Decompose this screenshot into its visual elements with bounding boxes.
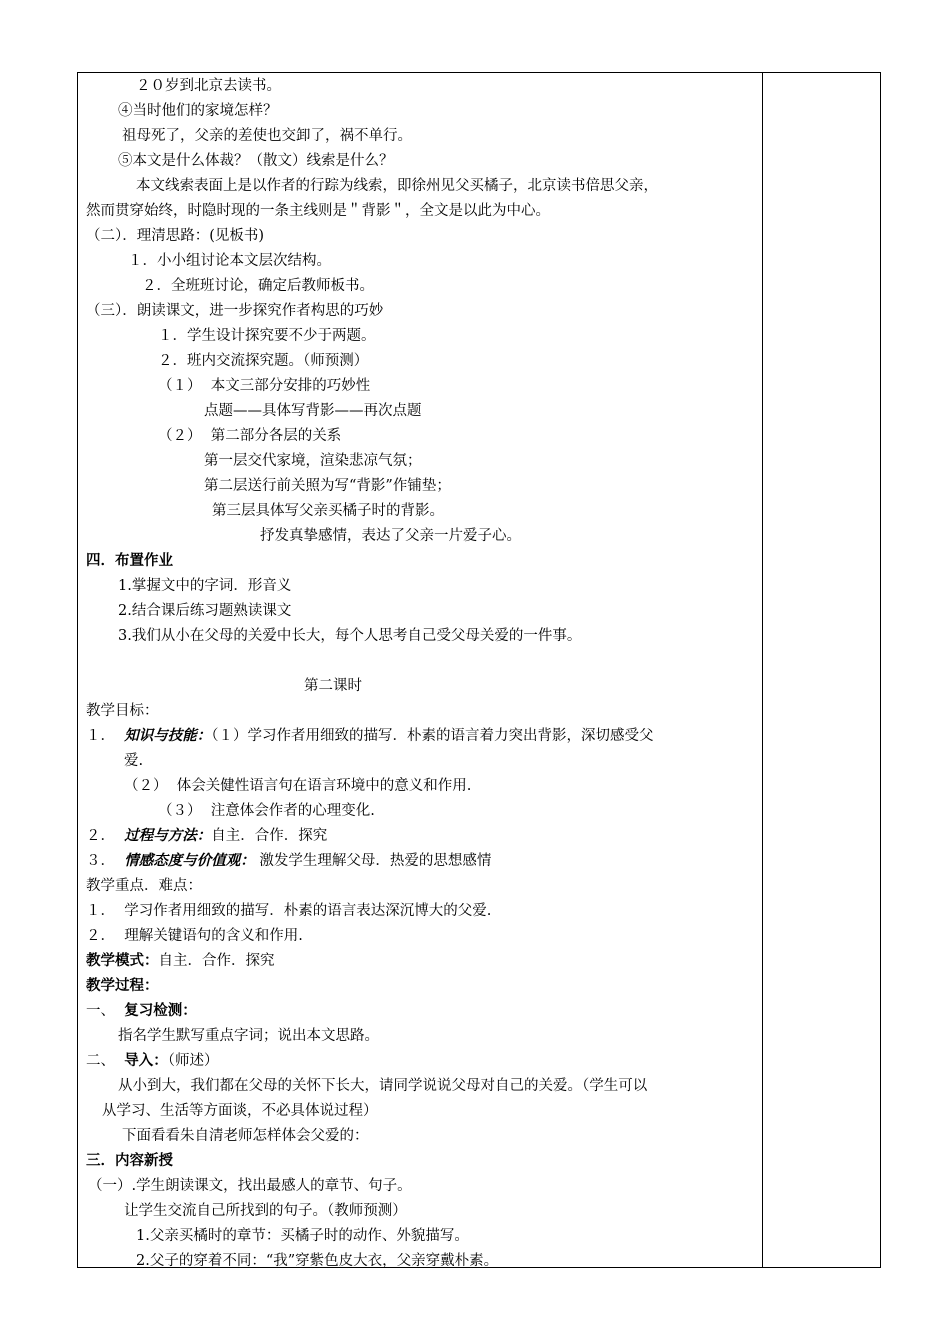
text-line: 祖母死了，父亲的差使也交卸了，祸不单行。: [122, 128, 412, 144]
text-line: （二）．理清思路：(见板书): [86, 228, 265, 244]
goal-number: ３．: [86, 853, 115, 869]
text-line: 第二层送行前关照为写“背影”作铺垫；: [204, 478, 451, 494]
text-line: （三）．朗读课文，进一步探究作者构思的巧妙: [86, 303, 384, 319]
goal-line: [86, 727, 653, 745]
goal-label: 知识与技能：: [124, 727, 212, 744]
text-line: 爱.: [124, 753, 144, 769]
text-line: ２． 理解关键语句的含义和作用.: [86, 928, 303, 944]
text-line: ２０岁到北京去读书。: [136, 78, 281, 94]
step-label: 复习检测：: [124, 1003, 197, 1019]
goal-number: １．: [86, 728, 115, 744]
text-line: １．小小组讨论本文层次结构。: [128, 253, 331, 269]
goal-line: [86, 852, 491, 870]
section-heading: 四．布置作业: [86, 553, 173, 569]
text-line: 教学目标：: [86, 703, 159, 719]
goal-text: 激发学生理解父母．热爱的思想感情: [259, 853, 492, 869]
text-line: 1.掌握文中的字词．形音义: [118, 578, 292, 594]
text-line: 指名学生默写重点字词；说出本文思路。: [118, 1028, 379, 1044]
goal-line: [86, 827, 327, 845]
text-line: 下面看看朱自清老师怎样体会父爱的：: [122, 1128, 369, 1144]
text-line: （２） 体会关健性语言句在语言环境中的意义和作用.: [124, 778, 472, 794]
mode-label: 教学模式：: [86, 953, 159, 969]
text-line: 从学习、生活等方面谈，不必具体说过程）: [102, 1103, 378, 1119]
text-line: 抒发真挚感情，表达了父亲一片爱子心。: [260, 528, 521, 544]
text-line: 教学重点．难点：: [86, 878, 202, 894]
goal-text: （１）学习作者用细致的描写．朴素的语言着力突出背影，深切感受父: [211, 728, 654, 744]
text-line: 1.父亲买橘时的章节：买橘子时的动作、外貌描写。: [136, 1228, 469, 1244]
text-line: １． 学习作者用细致的描写．朴素的语言表达深沉博大的父爱.: [86, 903, 492, 919]
text-line: 2.父子的穿着不同：“我”穿紫色皮大衣，父亲穿戴朴素。: [136, 1253, 499, 1269]
goal-label: 过程与方法：: [124, 827, 212, 844]
text-line: 然而贯穿始终，时隐时现的一条主线则是＂背影＂，全文是以此为中心。: [86, 203, 550, 219]
step-heading: [86, 1002, 197, 1020]
step-label: 导入：: [124, 1053, 168, 1069]
table-column-divider: [762, 72, 763, 1268]
text-line: ⑤本文是什么体裁？（散文）线索是什么？: [118, 153, 394, 169]
text-line: 点题——具体写背影——再次点题: [204, 403, 422, 419]
text-line: １．学生设计探究要不少于两题。: [158, 328, 376, 344]
section-title: 第二课时: [304, 678, 362, 694]
text-line: 从小到大，我们都在父母的关怀下长大，请同学说说父母对自己的关爱。（学生可以: [118, 1078, 648, 1094]
section-heading: 三．内容新授: [86, 1153, 173, 1169]
goal-label: 情感态度与价值观：: [124, 852, 255, 869]
step-note: （师述）: [167, 1053, 219, 1069]
text-line: 第一层交代家境，渲染悲凉气氛；: [204, 453, 422, 469]
text-line: ④当时他们的家境怎样？: [118, 103, 278, 119]
text-line: （２） 第二部分各层的关系: [158, 428, 342, 444]
text-line: 3.我们从小在父母的关爱中长大，每个人思考自己受父母关爱的一件事。: [118, 628, 582, 644]
step-number: 二、: [86, 1053, 115, 1069]
text-line: ２．班内交流探究题。（师预测）: [158, 353, 369, 369]
text-line: 第三层具体写父亲买橘子时的背影。: [212, 503, 444, 519]
mode-line: [86, 952, 275, 970]
text-line: （一）.学生朗读课文，找出最感人的章节、句子。: [88, 1178, 412, 1194]
text-line: （１） 本文三部分安排的巧妙性: [158, 378, 371, 394]
text-line: 2.结合课后练习题熟读课文: [118, 603, 292, 619]
section-heading: 教学过程：: [86, 978, 159, 994]
goal-text: 自主．合作．探究: [211, 828, 328, 844]
step-number: 一、: [86, 1003, 115, 1019]
text-line: 让学生交流自己所找到的句子。（教师预测）: [124, 1203, 407, 1219]
step-heading: [86, 1052, 218, 1070]
goal-number: ２．: [86, 828, 115, 844]
text-line: （３） 注意体会作者的心理变化.: [158, 803, 375, 819]
text-line: ２．全班班讨论，确定后教师板书。: [142, 278, 374, 294]
text-line: 本文线索表面上是以作者的行踪为线索，即徐州见父买橘子，北京读书倍思父亲，: [136, 178, 658, 194]
mode-text: 自主．合作．探究: [158, 953, 275, 969]
